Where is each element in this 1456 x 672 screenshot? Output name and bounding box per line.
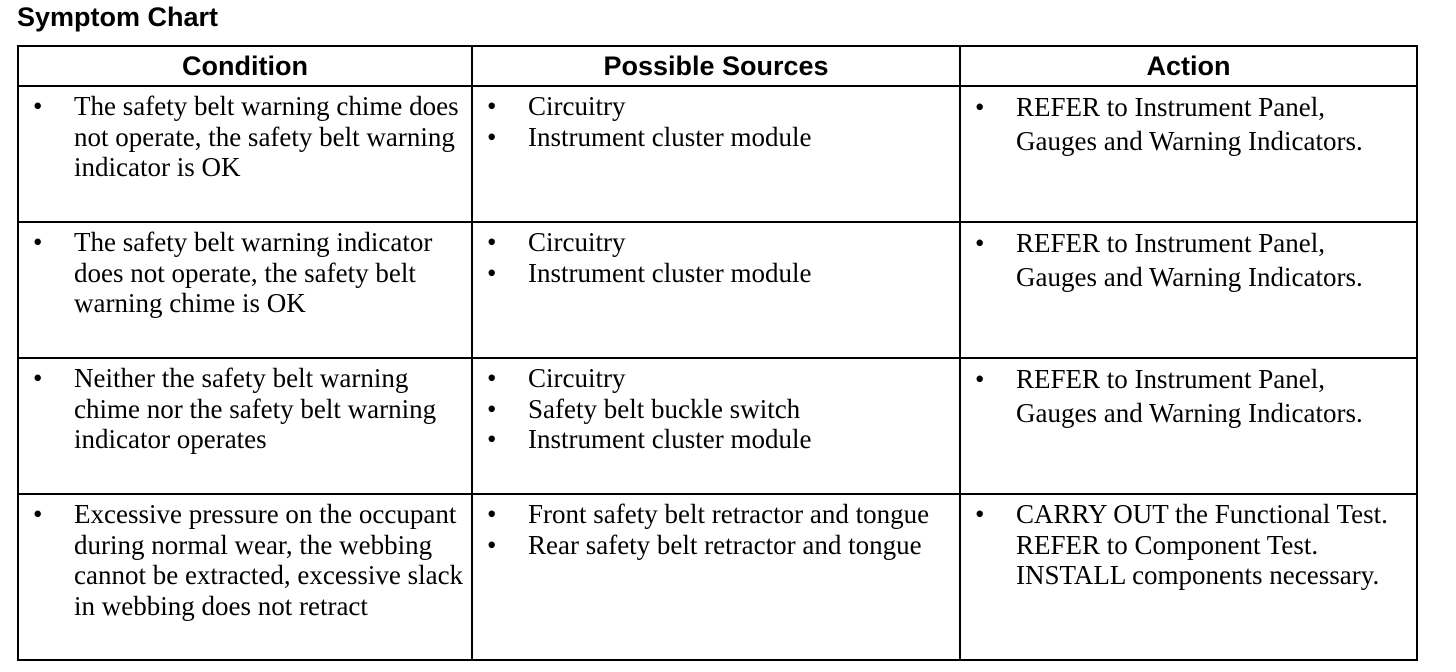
action-cell — [960, 358, 1417, 494]
source-item: • Front safety belt retractor and tongue — [479, 499, 953, 530]
table-row — [18, 494, 1417, 660]
condition-text: • The safety belt warning indicator does not operate, the safety belt warning chime is OK — [25, 227, 465, 319]
action-text: • REFER to Instrument Panel, Gauges and Warning Indicators. — [967, 363, 1410, 430]
action-text: • REFER to Instrument Panel, Gauges and Warning Indicators. — [967, 91, 1410, 158]
condition-text: • Neither the safety belt warning chime nor the safety belt warning indicator operates — [25, 363, 465, 455]
column-header-action: Action — [960, 46, 1417, 86]
table-row — [18, 86, 1417, 222]
source-item: • Safety belt buckle switch — [479, 394, 953, 425]
source-item: • Instrument cluster module — [479, 258, 953, 289]
sources-cell — [472, 222, 960, 358]
sources-cell — [472, 86, 960, 222]
symptom-chart-table — [17, 45, 1418, 661]
source-item: • Circuitry — [479, 91, 953, 122]
action-cell — [960, 494, 1417, 660]
action-cell — [960, 222, 1417, 358]
action-cell — [960, 86, 1417, 222]
source-item: • Instrument cluster module — [479, 122, 953, 153]
column-header-possible-sources: Possible Sources — [472, 46, 960, 86]
sources-cell — [472, 494, 960, 660]
condition-text: • Excessive pressure on the occupant during normal wear, the webbing cannot be extracted, excessive slack in webbing does not retract — [25, 499, 465, 621]
table-row — [18, 222, 1417, 358]
source-item: • Circuitry — [479, 227, 953, 258]
condition-cell — [18, 358, 472, 494]
sources-cell — [472, 358, 960, 494]
condition-cell — [18, 494, 472, 660]
action-text: • CARRY OUT the Functional Test. REFER to Component Test. INSTALL components necessary. — [967, 499, 1410, 591]
page-title: Symptom Chart — [17, 2, 219, 32]
source-item: • Rear safety belt retractor and tongue — [479, 530, 953, 561]
condition-cell — [18, 86, 472, 222]
table-row — [18, 358, 1417, 494]
action-text: • REFER to Instrument Panel, Gauges and Warning Indicators. — [967, 227, 1410, 294]
condition-text: • The safety belt warning chime does not operate, the safety belt warning indicator is OK — [25, 91, 465, 183]
source-item: • Circuitry — [479, 363, 953, 394]
column-header-condition: Condition — [18, 46, 472, 86]
header-row — [18, 46, 1417, 86]
condition-cell — [18, 222, 472, 358]
source-item: • Instrument cluster module — [479, 424, 953, 455]
